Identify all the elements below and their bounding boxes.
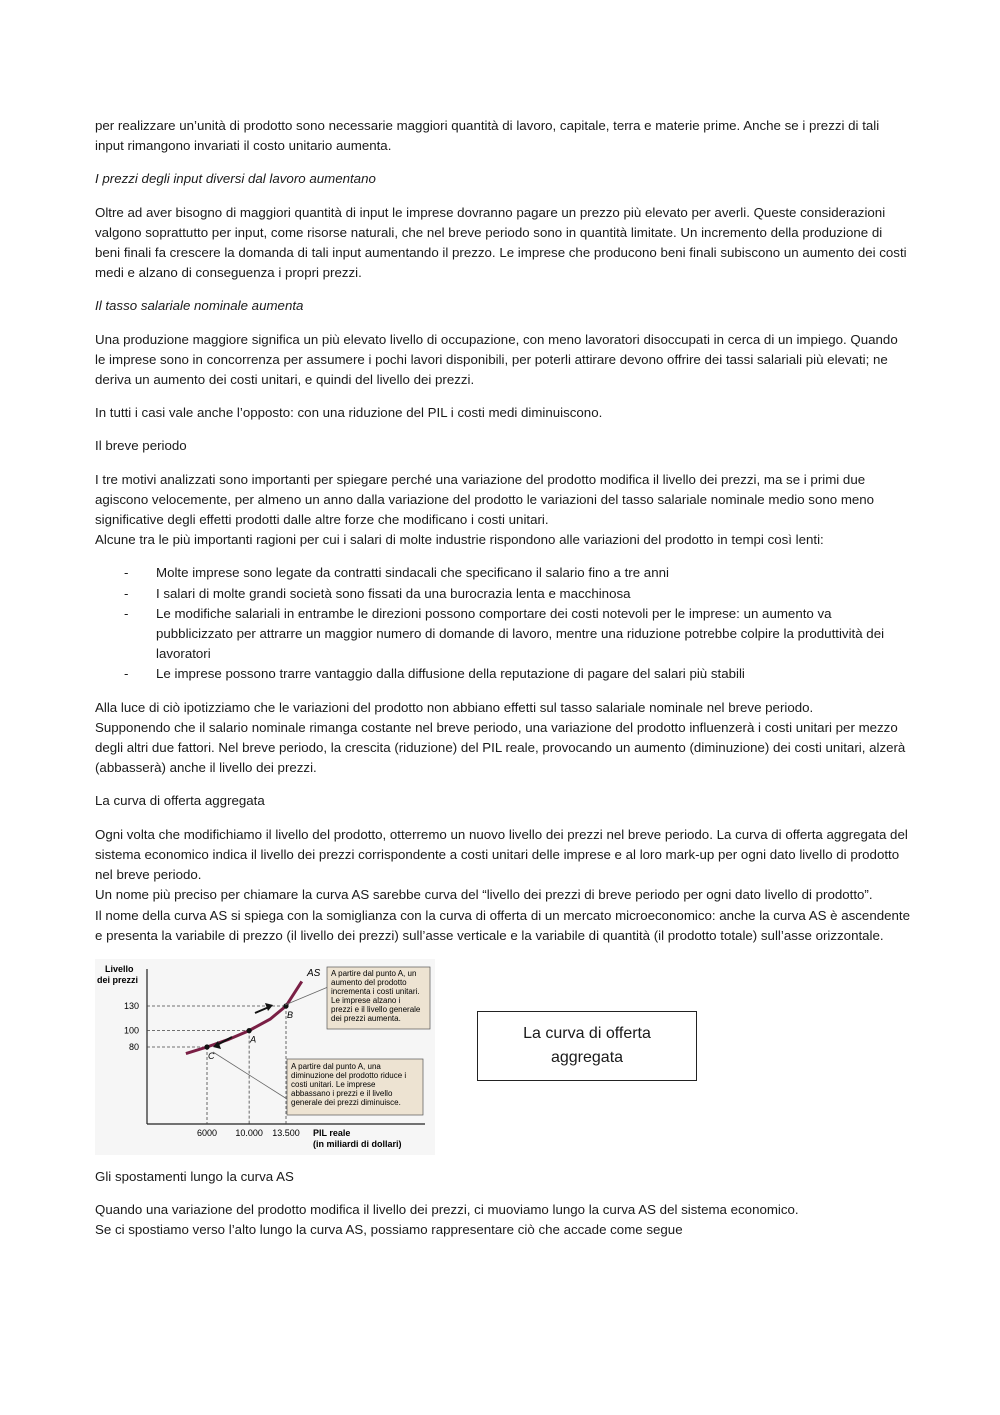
x-tick-label: 13.500 (272, 1127, 300, 1138)
figure-caption-box (477, 1011, 697, 1081)
point-c (204, 1044, 209, 1049)
as-curve-chart (95, 959, 435, 1155)
y-axis-label-1: Livello (105, 963, 134, 974)
x-tick-label: 10.000 (235, 1127, 263, 1138)
paragraph: I tre motivi analizzati sono importanti per spiegare perché una variazione del prodotto modifica il livello dei prezzi, ma se i primi due agiscono velocemente, per almeno un anno dalla variazione del prodotto le variazioni del tasso salariale nominale medio sono meno significative degli effetti prodotti dalle altre forze che modificano i costi unitari. (95, 471, 875, 528)
y-tick-label: 100 (123, 1025, 139, 1036)
annotation-text-increase: A partire dal punto A, un aumento del prodotto incrementa i costi unitari. Le imprese alzano i prezzi e il livello generale dei prezzi aumenta. (331, 968, 421, 1023)
paragraph: Oltre ad aver bisogno di maggiori quantità di input le imprese dovranno pagare un prezzo più elevato per averli. Queste considerazioni valgono soprattutto per input, come risorse naturali, che nel breve periodo sono in quantità limitate. Un incremento della produzione di beni finali fa crescere la domanda di tali input aumentando il prezzo. Le imprese che producono beni finali subiscono un aumento dei costi medi e alzano di conseguenza i propri prezzi. (95, 204, 907, 281)
list-item: - Molte imprese sono legate da contratti sindacali che specificano il salario fino a tre anni (95, 563, 910, 583)
point-label-b: B (287, 1009, 294, 1020)
annotation-text-decrease: A partire dal punto A, una diminuzione del prodotto riduce i costi unitari. Le imprese abbassano i prezzi e il livello generale dei prezzi diminuisce. (291, 1061, 407, 1107)
subheading-wage-rate: Il tasso salariale nominale aumenta (95, 298, 304, 314)
y-axis-label-2: dei prezzi (97, 974, 139, 985)
x-axis-label-1: PIL reale (313, 1127, 351, 1138)
paragraph: Il nome della curva AS si spiega con la somiglianza con la curva di offerta di un mercato microeconomico: anche la curva AS è ascendente e presenta la variabile di prezzo (il livello dei prezzi) sull’asse verticale e la variabile di quantità (il prodotto totale) sull’asse orizzontale. (95, 907, 910, 943)
point-label-a: A (250, 1034, 257, 1045)
figure-row (95, 959, 910, 1159)
paragraph: Alla luce di ciò ipotizziamo che le variazioni del prodotto non abbiano effetti sul tasso salariale nominale nel breve periodo. (95, 699, 814, 715)
x-axis-label-2: (in miliardi di dollari) (313, 1138, 402, 1149)
paragraph: Un nome più preciso per chiamare la curva AS sarebbe curva del “livello dei prezzi di breve periodo per ogni dato livello di prodotto”. (95, 887, 873, 903)
paragraph: In tutti i casi vale anche l’opposto: con una riduzione del PIL i costi medi diminuiscono. (95, 405, 603, 421)
point-a (247, 1028, 252, 1033)
as-series-label: AS (307, 967, 321, 979)
paragraph: Alcune tra le più importanti ragioni per cui i salari di molte industrie rispondono alle variazioni del prodotto in tempi così lenti: (95, 532, 824, 548)
reasons-list (95, 563, 910, 684)
y-tick-label: 130 (123, 1000, 139, 1011)
figure-caption: La curva di offerta aggregata (523, 1024, 651, 1066)
point-label-c: C (208, 1050, 215, 1061)
section-heading-as-curve: La curva di offerta aggregata (95, 793, 265, 809)
y-tick-label: 80 (128, 1041, 139, 1052)
section-heading-short-run: Il breve periodo (95, 438, 187, 454)
list-item: - Le imprese possono trarre vantaggio dalla diffusione della reputazione di pagare del salari più stabili (95, 664, 910, 684)
paragraph: Se ci spostiamo verso l’alto lungo la curva AS, possiamo rappresentare ciò che accade come segue (95, 1222, 683, 1238)
paragraph: Supponendo che il salario nominale rimanga costante nel breve periodo, una variazione del prodotto influenzerà i costi unitari per mezzo degli altri due fattori. Nel breve periodo, la crescita (riduzione) del PIL reale, provocando un aumento (diminuzione) dei costi unitari, alzerà (abbasserà) anche il livello dei prezzi. (95, 719, 906, 776)
paragraph: Una produzione maggiore significa un più elevato livello di occupazione, con meno lavoratori disoccupati in cerca di un impiego. Quando le imprese sono in concorrenza per assumere i pochi lavori disponibili, per poterli attirare devono offrire dei tassi salariali più elevati; ne deriva un aumento dei costi unitari, e quindi del livello dei prezzi. (95, 331, 898, 388)
subheading-input-prices: I prezzi degli input diversi dal lavoro aumentano (95, 171, 376, 187)
list-item: - I salari di molte grandi società sono fissati da una burocrazia lenta e macchinosa (95, 584, 910, 604)
section-heading-movements: Gli spostamenti lungo la curva AS (95, 1168, 294, 1184)
list-item: - Le modifiche salariali in entrambe le direzioni possono comportare dei costi notevoli per le imprese: un aumento va pubblicizzato per attrarre un maggior numero di domande di lavoro, mentre una riduzione potrebbe colpire la produttività dei lavoratori (95, 604, 910, 665)
paragraph: Ogni volta che modifichiamo il livello del prodotto, otterremo un nuovo livello dei prezzi nel breve periodo. La curva di offerta aggregata del sistema economico indica il livello dei prezzi corrispondente a costi unitari delle imprese e al loro mark-up per ogni dato livello di prodotto nel breve periodo. (95, 826, 908, 883)
document-page (95, 116, 910, 1254)
x-tick-label: 6000 (196, 1127, 218, 1138)
paragraph: Quando una variazione del prodotto modifica il livello dei prezzi, ci muoviamo lungo la curva AS del sistema economico. (95, 1202, 799, 1218)
paragraph: per realizzare un’unità di prodotto sono necessarie maggiori quantità di lavoro, capitale, terra e materie prime. Anche se i prezzi di tali input rimangono invariati il costo unitario aumenta. (95, 118, 880, 154)
